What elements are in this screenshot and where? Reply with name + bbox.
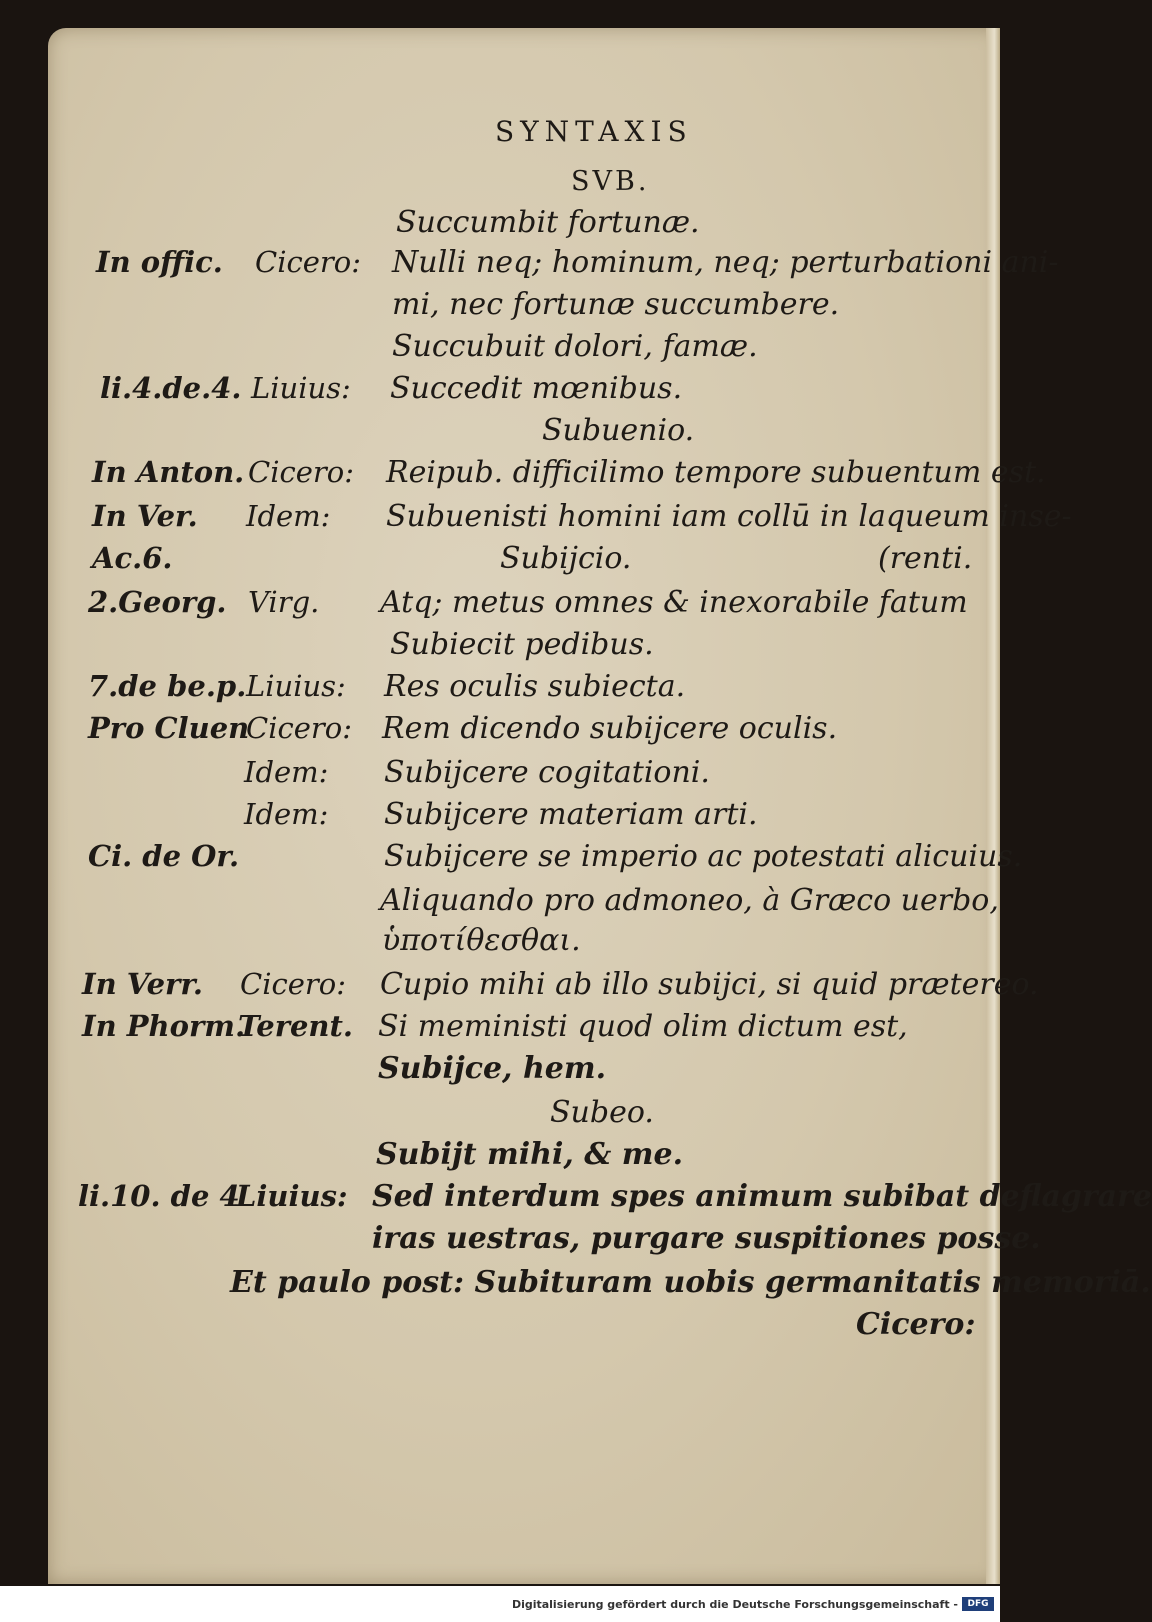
entry-line-continuation: (renti. [878, 541, 973, 576]
author-label: Terent. [238, 1009, 354, 1043]
entry-line: Rem dicendo subijcere oculis. [382, 711, 838, 746]
entry-line: Succubuit dolori, famæ. [392, 329, 758, 364]
section-heading: Subuenio. [542, 413, 695, 448]
margin-reference: li.4.de.4. [100, 371, 242, 405]
margin-reference: Pro Cluen [88, 711, 250, 745]
entry-line: Res oculis subiecta. [384, 669, 686, 704]
author-label: Cicero: [246, 711, 352, 745]
margin-reference: 2.Georg. [88, 585, 227, 619]
entry-line: Succumbit fortunæ. [396, 205, 700, 240]
margin-reference: li.10. de 4 [78, 1179, 240, 1213]
margin-reference: In Phorm. [82, 1009, 246, 1043]
author-label: Cicero: [240, 967, 346, 1001]
entry-line: Subiecit pedibus. [390, 627, 654, 662]
entry-line: iras uestras, purgare suspitiones posse. [372, 1221, 1041, 1256]
book-page [48, 28, 1152, 1584]
author-label: Idem: [244, 797, 329, 831]
margin-reference: In Verr. [82, 967, 204, 1001]
author-label: Virg. [248, 585, 320, 619]
entry-line: Subijce, hem. [378, 1051, 607, 1086]
section-heading: Subijcio. [500, 541, 632, 576]
entry-line: Subuenisti homini iam collū in laqueum inse- [386, 499, 1072, 534]
entry-line: Atq; metus omnes & inexorabile fatum [380, 585, 968, 620]
footer-credit: Digitalisierung gefördert durch die Deutsche Forschungsgemeinschaft - [511, 1598, 958, 1611]
author-label: Cicero: [255, 245, 361, 279]
entry-line: Subijcere se imperio ac potestati alicuius. [384, 839, 1023, 874]
running-head: SYNTAXIS [495, 115, 693, 148]
entry-line: Subijt mihi, & me. [376, 1137, 684, 1172]
greek-line: ὑποτίθεσθαι. [382, 923, 581, 958]
dfg-logo: DFG [962, 1597, 994, 1611]
section-heading: Subeo. [550, 1095, 654, 1130]
margin-reference: Ac.6. [92, 541, 173, 575]
entry-line: Subijcere cogitationi. [384, 755, 710, 790]
entry-line: Reipub. difficilimo tempore subuentum est. [386, 455, 1046, 490]
entry-line: Et paulo post: Subituram uobis germanitatis memoriā. [230, 1265, 1151, 1300]
entry-line: Cupio mihi ab illo subijci, si quid prætereo. [380, 967, 1039, 1002]
margin-reference: Ci. de Or. [88, 839, 240, 873]
author-label: Liuius: [251, 371, 351, 405]
author-label: Cicero: [248, 455, 354, 489]
margin-reference: In Anton. [92, 455, 245, 489]
entry-line: Sed interdum spes animum subibat deflagrare [372, 1179, 1152, 1214]
entry-line: mi, nec fortunæ succumbere. [392, 287, 840, 322]
entry-line: Nulli neq; hominum, neq; perturbationi ani- [392, 245, 1059, 280]
entry-line: Aliquando pro admoneo, à Græco uerbo, [380, 883, 999, 918]
margin-reference: In offic. [96, 245, 223, 279]
author-label: Liuius: [246, 669, 346, 703]
author-label: Idem: [246, 499, 331, 533]
author-label: Liuius: [236, 1179, 348, 1213]
author-label: Idem: [244, 755, 329, 789]
catchword: Cicero: [856, 1307, 976, 1342]
margin-reference: 7.de be.p. [88, 669, 247, 703]
margin-reference: In Ver. [92, 499, 198, 533]
entry-line: Subijcere materiam arti. [384, 797, 758, 832]
entry-line: Si meministi quod olim dictum est, [378, 1009, 908, 1044]
digitization-footer [0, 1586, 1000, 1622]
section-heading-sub: SVB. [571, 166, 650, 197]
entry-line: Succedit mœnibus. [390, 371, 683, 406]
